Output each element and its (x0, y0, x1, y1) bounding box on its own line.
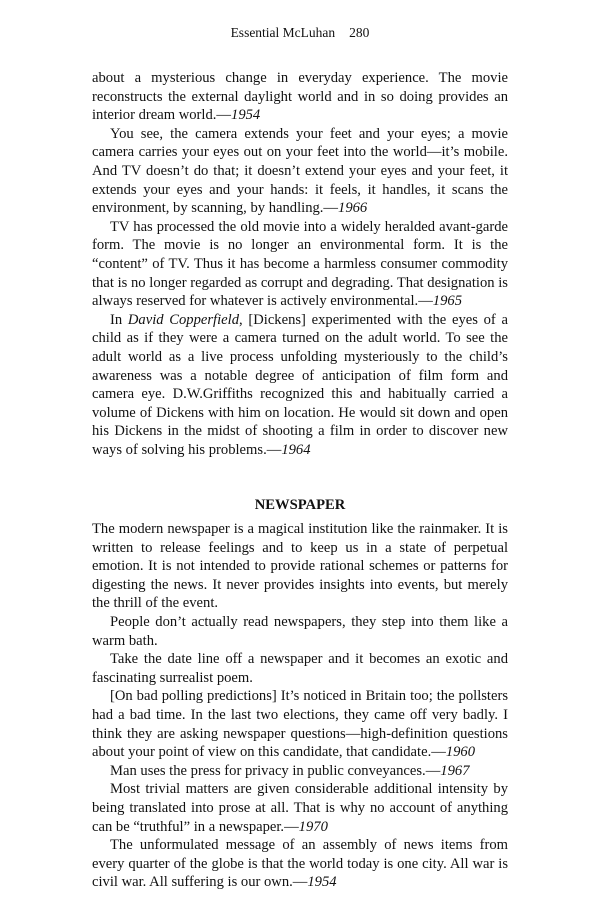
page-number: 280 (349, 25, 370, 40)
page-body (92, 69, 508, 892)
paragraph-polling (92, 687, 508, 761)
quote-date: 1964 (281, 441, 311, 458)
paragraph-text: about a mysterious change in everyday experience. The movie reconstructs the external daylight world and in so doing provides an interior dream world.— (92, 70, 508, 124)
paragraph-text: The modern newspaper is a magical institution like the rainmaker. It is written to release feelings and to keep us in a state of perpetual emotion. It is not intended to provide rational schemes or patterns for digesting the news. It never provides insights into events, but merely the thrill of the event. (92, 521, 508, 612)
book-title-italic: David Copperfield (127, 311, 239, 328)
quote-date: 1960 (445, 744, 475, 761)
section-heading-newspaper: NEWSPAPER (254, 497, 346, 514)
paragraph-camera-extends (92, 125, 508, 218)
quote-date: 1965 (432, 293, 462, 310)
paragraph-warm-bath (92, 613, 508, 650)
book-title: Essential McLuhan (230, 25, 336, 40)
paragraph-text: Take the date line off a newspaper and it becomes an exotic and fascinating surrealist poem. (92, 651, 508, 686)
paragraph-one-city (92, 836, 508, 892)
paragraph-prefix: In (110, 311, 128, 328)
paragraph-tv-processed (92, 218, 508, 311)
paragraph-privacy (92, 762, 508, 781)
paragraph-text: TV has processed the old movie into a widely heralded avant-garde form. The movie is no longer an environmental form. It is the “content” of TV. Thus it has become a harmless consumer commodity that is no longer regarded as corrupt and degrading. That designation is always reserved for whatever is actively environmental.— (92, 218, 508, 310)
quote-date: 1954 (307, 874, 337, 891)
quote-date: 1954 (231, 107, 261, 124)
quote-date: 1970 (298, 818, 328, 835)
paragraph-text: The unformulated message of an assembly of news items from every quarter of the globe is that the world today is one city. All war is civil war. All suffering is our own.— (92, 837, 508, 891)
quote-date: 1967 (440, 762, 470, 779)
paragraph-trivial-matters (92, 780, 508, 836)
paragraph-text: You see, the camera extends your feet and your eyes; a movie camera carries your eyes out on your feet into the world—it’s mobile. And TV doesn’t do that; it doesn’t extend your eyes and your feet, it extends your eyes and your hands: it feels, it handles, it scans the environment, by scanning, by handling.— (92, 125, 508, 217)
paragraph-magical-institution (92, 520, 508, 613)
paragraph-date-line (92, 650, 508, 687)
paragraph-movie-dream (92, 69, 508, 125)
quote-date: 1966 (338, 200, 368, 217)
paragraph-dickens (92, 311, 508, 460)
running-header (0, 24, 600, 42)
paragraph-text: [On bad polling predictions] It’s noticed in Britain too; the pollsters had a bad time. In the last two elections, they came off very badly. I think they are asking newspaper questions—high-definition questions about your point of view on this candidate, that candidate.— (92, 688, 508, 761)
paragraph-text: People don’t actually read newspapers, they step into them like a warm bath. (92, 614, 508, 649)
paragraph-text: , [Dickens] experimented with the eyes of a child as if they were a camera turned on the adult world. To see the adult world as a live process unfolding mysteriously to the child’s awareness was a notable degree of anticipation of film form and camera eye. D.W.Griffiths recognized this and habitually carried a volume of Dickens with him on location. He would sit down and open his Dickens in the midst of shooting a film in order to discover new ways of solving his problems.— (92, 311, 508, 458)
paragraph-text: Man uses the press for privacy in public conveyances.— (110, 762, 441, 779)
paragraph-text: Most trivial matters are given considerable additional intensity by being translated into prose at all. That is why no account of anything can be “truthful” in a newspaper.— (92, 781, 508, 835)
